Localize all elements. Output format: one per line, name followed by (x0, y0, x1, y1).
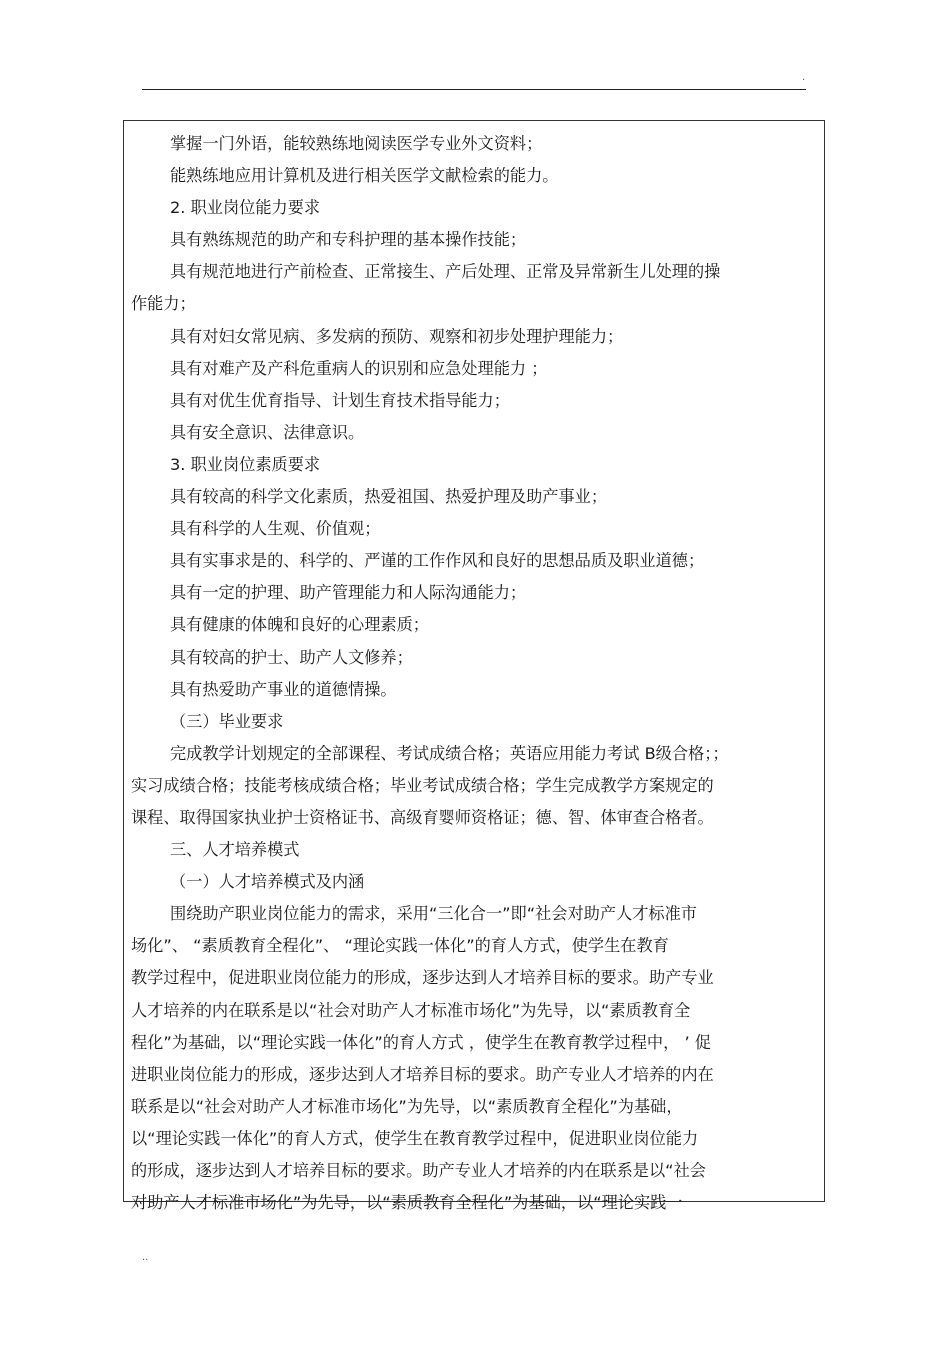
text-line: 程化”为基础，以“理论实践一体化”的育人方式 ，使学生在教育教学过程中， ’ 促 (131, 1032, 711, 1052)
text-line: 人才培养的内在联系是以“社会对助产人才标准市场化”为先导，以“素质教育全 (131, 1000, 691, 1020)
text-line: 3. 职业岗位素质要求 (170, 454, 321, 474)
text-line: 2. 职业岗位能力要求 (170, 198, 321, 218)
text-line: 具有较高的护士、助产人文修养； (170, 647, 413, 667)
footer-mark: .. (142, 1252, 149, 1263)
text-line: 实习成绩合格；技能考核成绩合格；毕业考试成绩合格；学生完成教学方案规定的 (131, 775, 714, 795)
text-line: 以“理论实践一体化”的育人方式，使学生在教育教学过程中，促进职业岗位能力 (131, 1128, 699, 1148)
text-line: 具有科学的人生观、价值观； (170, 519, 381, 539)
header-rule (142, 89, 806, 90)
text-line: 具有规范地进行产前检查、正常接生、产后处理、正常及异常新生儿处理的操 (170, 262, 721, 282)
text-line: 具有熟练规范的助产和专科护理的基本操作技能； (170, 230, 527, 250)
text-line: 完成教学计划规定的全部课程、考试成绩合格；英语应用能力考试 B级合格；； (170, 743, 729, 763)
text-line: 具有健康的体魄和良好的心理素质； (170, 615, 429, 635)
text-line: 具有较高的科学文化素质，热爱祖国、热爱护理及助产事业； (170, 487, 608, 507)
text-lines (131, 128, 821, 1219)
text-line: 课程、取得国家执业护士资格证书、高级育婴师资格证；德、智、体审查合格者。 (131, 807, 714, 827)
text-line: 联系是以“社会对助产人才标准市场化”为先导，以“素质教育全程化”为基础， (131, 1096, 683, 1116)
text-line: （三）毕业要求 (170, 711, 284, 731)
text-line: 具有对难产及产科危重病人的识别和应急处理能力 ； (170, 358, 548, 378)
text-line: 能熟练地应用计算机及进行相关医学文献检索的能力。 (170, 166, 559, 186)
text-line: 对助产人才标准市场化”为先导，以“素质教育全程化”为基础，以“理论实践一 (131, 1193, 683, 1213)
text-line: 场化”、 “素质教育全程化”、 “理论实践一体化”的育人方式，使学生在教育 (131, 936, 669, 956)
text-line: 具有一定的护理、助产管理能力和人际沟通能力； (170, 583, 527, 603)
text-line: 作能力； (131, 294, 196, 314)
text-line: 具有热爱助产事业的道德情操。 (170, 679, 397, 699)
header-mark: . (802, 72, 806, 83)
text-line: 具有实事求是的、科学的、严谨的工作作风和良好的思想品质及职业道德； (170, 551, 705, 571)
text-line: 掌握一门外语，能较熟练地阅读医学专业外文资料； (170, 134, 543, 153)
content-box (123, 120, 825, 1213)
text-line: 围绕助产职业岗位能力的需求，采用“三化合一”即“社会对助产人才标准市 (170, 904, 697, 924)
text-line: 教学过程中，促进职业岗位能力的形成，逐步达到人才培养目标的要求。助产专业 (131, 968, 714, 988)
text-line: （一）人才培养模式及内涵 (170, 872, 365, 892)
text-line: 进职业岗位能力的形成，逐步达到人才培养目标的要求。助产专业人才培养的内在 (131, 1064, 714, 1084)
text-line: 的形成，逐步达到人才培养目标的要求。助产专业人才培养的内在联系是以“社会 (131, 1161, 706, 1180)
text-line: 具有对优生优育指导、计划生育技术指导能力； (170, 390, 510, 410)
text-line: 具有安全意识、法律意识。 (170, 422, 365, 442)
text-line: 三、人才培养模式 (170, 840, 300, 860)
text-line: 具有对妇女常见病、多发病的预防、观察和初步处理护理能力； (170, 326, 624, 346)
